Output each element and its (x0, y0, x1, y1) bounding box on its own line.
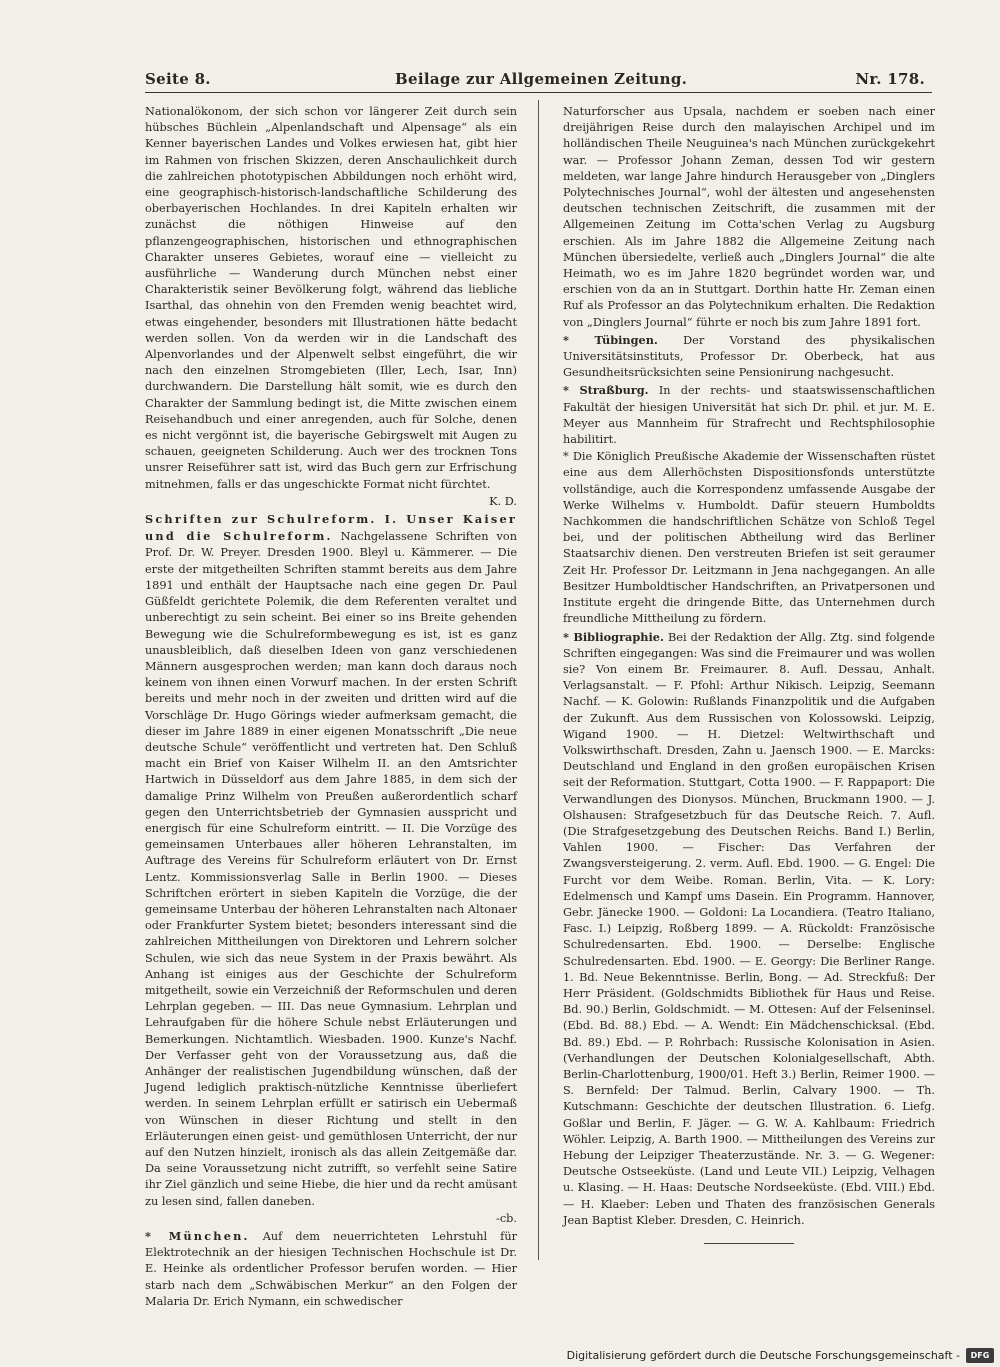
article-muenchen-continued: Naturforscher aus Upsala, nachdem er soeben nach einer dreijährigen Reise durch den malayischen Archipel und im holländischen Theile Neuguinea's nach München zurückgekehrt war. — Professor Johann Zeman, dessen Tod wir gestern meldeten, war lange Jahre hindurch Herausgeber von „Dinglers Polytechnisches Journal“, wohl der ältesten und angesehensten deutschen technischen Zeitschrift, die zusammen mit der Allgemeinen Zeitung im Cotta'schen Verlag zu Augsburg erschien. Als im Jahre 1882 die Allgemeine Zeitung nach München übersiedelte, verließ auch „Dinglers Journal“ die alte Heimath, wo es im Jahre 1820 begründet worden war, und erschien von da an in Stuttgart. Dorthin hatte Hr. Zeman einen Ruf als Professor an das Polytechnikum erhalten. Die Redaktion von „Dinglers Journal“ führte er noch bis zum Jahre 1891 fort. (563, 105, 935, 329)
article-heading: Schriften zur Schulreform. I. Unser Kaiser und die Schulreform. (145, 512, 517, 544)
article-schulreform (145, 511, 517, 1210)
article-bibliographie (563, 629, 935, 1230)
issue-number: Nr. 178. (855, 70, 925, 88)
article-muenchen (145, 1228, 517, 1310)
article-strassburg (563, 382, 935, 448)
article-heading: * Straßburg. (563, 383, 649, 398)
article-heading: * München. (145, 1229, 250, 1244)
newspaper-title: Beilage zur Allgemeinen Zeitung. (395, 70, 688, 88)
digitization-footer (0, 1346, 1000, 1367)
author-signature: -cb. (496, 1211, 517, 1225)
header-rule (145, 92, 932, 93)
footer-credit: Digitalisierung gefördert durch die Deutsche Forschungsgemeinschaft - (566, 1349, 960, 1362)
end-rule (704, 1243, 794, 1244)
left-column (145, 104, 517, 1308)
article-tuebingen (563, 332, 935, 382)
article-body: Bei der Redaktion der Allg. Ztg. sind folgende Schriften eingegangen: Was sind die Freimaurer und was wollen sie? Von einem Br. Freimaurer. 8. Aufl. Dessau, Anhalt. Verlagsanstalt. — F. Pfohl: Arthur Nikisch. Leipzig, Seemann Nachf. — K. Golowin: Rußlands Finanzpolitik und die Aufgaben der Zukunft. Aus dem Russischen von Kolossowski. Leipzig, Wigand 1900. — H. Dietzel: Weltwirthschaft und Volkswirthschaft. Dresden, Zahn u. Jaensch 1900. — E. Marcks: Deutschland und England in den großen europäischen Krisen seit der Reformation. Stuttgart, Cotta 1900. — F. Rappaport: Die Verwandlungen des Dionysos. München, Bruckmann 1900. — J. Olshausen: Strafgesetzbuch für das Deutsche Reich. 7. Aufl. (Die Strafgesetzgebung des Deutschen Reichs. Band I.) Berlin, Vahlen 1900. — Fischer: Das Verfahren der Zwangsversteigerung. 2. verm. Aufl. Ebd. 1900. — G. Engel: Die Furcht vor dem Weibe. Roman. Berlin, Vita. — K. Lory: Edelmensch und Kampf ums Dasein. Ein Programm. Hannover, Gebr. Jänecke 1900. — Goldoni: La Locandiera. (Teatro Italiano, Fasc. I.) Leipzig, Roßberg 1899. — A. Rückoldt: Französische Schulredensarten. Ebd. 1900. — Derselbe: Englische Schulredensarten. Ebd. 1900. — E. Georgy: Die Berliner Range. 1. Bd. Neue Bekenntnisse. Berlin, Bong. — Ad. Streckfuß: Der Herr Präsident. (Goldschmidts Bibliothek für Haus und Reise. Bd. 90.) Berlin, Goldschmidt. — M. Ottesen: Auf der Felseninsel. (Ebd. Bd. 88.) Ebd. — A. Wendt: Ein Mädchenschicksal. (Ebd. Bd. 89.) Ebd. — P. Rohrbach: Russische Kolonisation in Asien. (Verhandlungen der Deutschen Kolonialgesellschaft, Abth. Berlin-Charlottenburg, 1900/01. Heft 3.) Berlin, Reimer 1900. — S. Bernfeld: Der Talmud. Berlin, Calvary 1900. — Th. Kutschmann: Geschichte der deutschen Illustration. 6. Liefg. Goßlar und Berlin, F. Jäger. — G. W. A. Kahlbaum: Friedrich Wöhler. Leipzig, A. Barth 1900. — Mittheilungen des Vereins zur Hebung der Leipziger Theaterzustände. Nr. 3. — G. Wegener: Deutsche Ostseeküste. (Land und Leute VII.) Leipzig, Velhagen u. Klasing. — H. Haas: Deutsche Nordseeküste. (Ebd. VIII.) Ebd. — H. Klaeber: Leben und Thaten des französischen Generals Jean Baptist Kleber. Dresden, C. Heinrich. (563, 630, 935, 1227)
page-header (0, 0, 1000, 100)
article-body: In der rechts- und staatswissenschaftlichen Fakultät der hiesigen Universität hat sich Dr. phil. et jur. M. E. Meyer aus Mannheim für Strafrecht und Rechtsphilosophie habilitirt. (563, 384, 935, 447)
dfg-logo-icon: DFG (966, 1348, 994, 1363)
page-number: Seite 8. (145, 70, 211, 88)
article-heading: * Tübingen. (563, 332, 658, 347)
article-alpenland-review: Nationalökonom, der sich schon vor längerer Zeit durch sein hübsches Büchlein „Alpenlandschaft und Alpensage“ als ein Kenner bayerischen Landes und Volkes erwiesen hat, gibt hier im Rahmen von frischen Skizzen, deren Anschaulichkeit durch die zahlreichen phototypischen Abbildungen noch erhöht wird, eine geographisch-historisch-landschaftliche Schilderung des oberbayerischen Hochlandes. In drei Kapiteln erhalten wir zunächst die nöthigen Hinweise auf den pflanzengeographischen, historischen und ethnographischen Charakter unseres Gebietes, worauf eine — vielleicht zu ausführliche — Wanderung durch München nebst einer Charakteristik seiner Bevölkerung folgt, während das liebliche Isarthal, das ohnehin von den Fremden wenig beachtet wird, etwas eingehender, besonders mit Illustrationen hätte bedacht werden sollen. Von da werden wir in die Landschaft des Alpenvorlandes und der Alpenwelt selbst eingeführt, die wir nach den einzelnen Stromgebieten (Iller, Lech, Isar, Inn) durchwandern. Die Darstellung hält somit, wie es durch den Charakter der Sammlung bedingt ist, die Mitte zwischen einem Reisehandbuch und einer anregenden, auch für Solche, denen es nicht vergönnt ist, die bayerische Gebirgswelt mit Augen zu schauen, geeigneten Schilderung. Auch wer des trocknen Tons unsrer Reiseführer satt ist, wird das Buch gern zur Erfrischung mitnehmen, falls er das ungeschickte Format nicht fürchtet. (145, 105, 517, 491)
column-divider (538, 100, 539, 1260)
article-body: Der Vorstand des physikalischen Universitätsinstituts, Professor Dr. Oberbeck, hat aus Gesundheitsrücksichten seine Pensionirung nachgesucht. (563, 333, 936, 380)
right-column (563, 104, 935, 1260)
author-signature: K. D. (489, 494, 517, 508)
article-heading: * Bibliographie. (563, 629, 664, 644)
article-body: Nachgelassene Schriften von Prof. Dr. W. Preyer. Dresden 1900. Bleyl u. Kämmerer. — Die erste der mitgetheilten Schriften stammt bereits aus dem Jahre 1891 und enthält der Hauptsache nach eine gegen Dr. Paul Güßfeldt gerichtete Polemik, die dem Referenten veraltet und unberechtigt zu sein scheint. Bei einer so ins Breite gehenden Bewegung wie die Schulreformbewegung es ist, ist es ganz unausbleiblich, daß dieselben Ideen von ganz verschiedenen Männern ausgesprochen werden; man kann doch daraus noch keinem von ihnen einen Vorwurf machen. In der ersten Schrift bereits und mehr noch in der zweiten und dritten wird auf die Vorschläge Dr. Hugo Görings wieder aufmerksam gemacht, die dieser im Jahre 1889 in einer eigenen Monatsschrift „Die neue deutsche Schule“ veröffentlicht und vertreten hat. Den Schluß macht ein Brief von Kaiser Wilhelm II. an den Amtsrichter Hartwich in Düsseldorf aus dem Jahre 1885, in dem sich der damalige Prinz Wilhelm von Preußen außerordentlich scharf gegen den Unterrichtsbetrieb der Gymnasien ausspricht und energisch für eine Schulreform eintritt. — II. Die Vorzüge des gemeinsamen Unterbaues aller höheren Lehranstalten, im Auftrage des Vereins für Schulreform erläutert von Dr. Ernst Lentz. Kommissionsverlag Salle in Berlin 1900. — Dieses Schriftchen erörtert in sieben Kapiteln die Vorzüge, die der gemeinsame Unterbau der höheren Lehranstalten nach Altonaer oder Frankfurter System bietet; besonders interessant sind die zahlreichen Mittheilungen von Direktoren und Lehrern solcher Schulen, wie sich das neue System in der Praxis bewährt. Als Anhang ist einiges aus der Geschichte der Schulreform mitgetheilt, sowie ein Verzeichniß der Reformschulen und deren Lehrplan gegeben. — III. Das neue Gymnasium. Lehrplan und Lehraufgaben für die höhere Schule nebst Erläuterungen und Bemerkungen. Nichtamtlich. Wiesbaden. 1900. Kunze's Nachf. Der Verfasser geht von der Voraussetzung aus, daß die Anhänger der realistischen Jugendbildung wünschen, daß der Jugend lediglich praktisch-nützliche Kenntnisse überliefert werden. In seinem Lehrplan erfüllt er satirisch ein Uebermaß von Wünschen in dieser Richtung und stellt in den Erläuterungen einen geist- und gemüthlosen Unterricht, der nur auf den Nutzen hinzielt, ironisch als das allein Zeitgemäße dar. Da seine Voraussetzung nicht zutrifft, so verfehlt seine Satire ihr Ziel gänzlich und seine Hiebe, die hier und da recht amüsant zu lesen sind, fallen daneben. (145, 530, 517, 1208)
article-body: Auf dem neuerrichteten Lehrstuhl für Elektrotechnik an der hiesigen Technischen Hochschule ist Dr. E. Heinke als ordentlicher Professor berufen worden. — Hier starb nach dem „Schwäbischen Merkur“ an den Folgen der Malaria Dr. Erich Nymann, ein schwedischer (145, 1230, 517, 1308)
article-akademie: * Die Königlich Preußische Akademie der Wissenschaften rüstet eine aus dem Allerhöchsten Dispositionsfonds unterstützte vollständige, auch die Korrespondenz umfassende Ausgabe der Werke Wilhelms v. Humboldt. Dafür steuern Humboldts Nachkommen die handschriftlichen Schätze von Schloß Tegel bei, und der politischen Abtheilung wird das Berliner Staatsarchiv dienen. Den verstreuten Briefen ist seit geraumer Zeit Hr. Professor Dr. Leitzmann in Jena nachgegangen. An alle Besitzer Humboldtischer Handschriften, an Privatpersonen und Institute ergeht die dringende Bitte, das Unternehmen durch freundliche Mittheilung zu fördern. (563, 450, 935, 626)
